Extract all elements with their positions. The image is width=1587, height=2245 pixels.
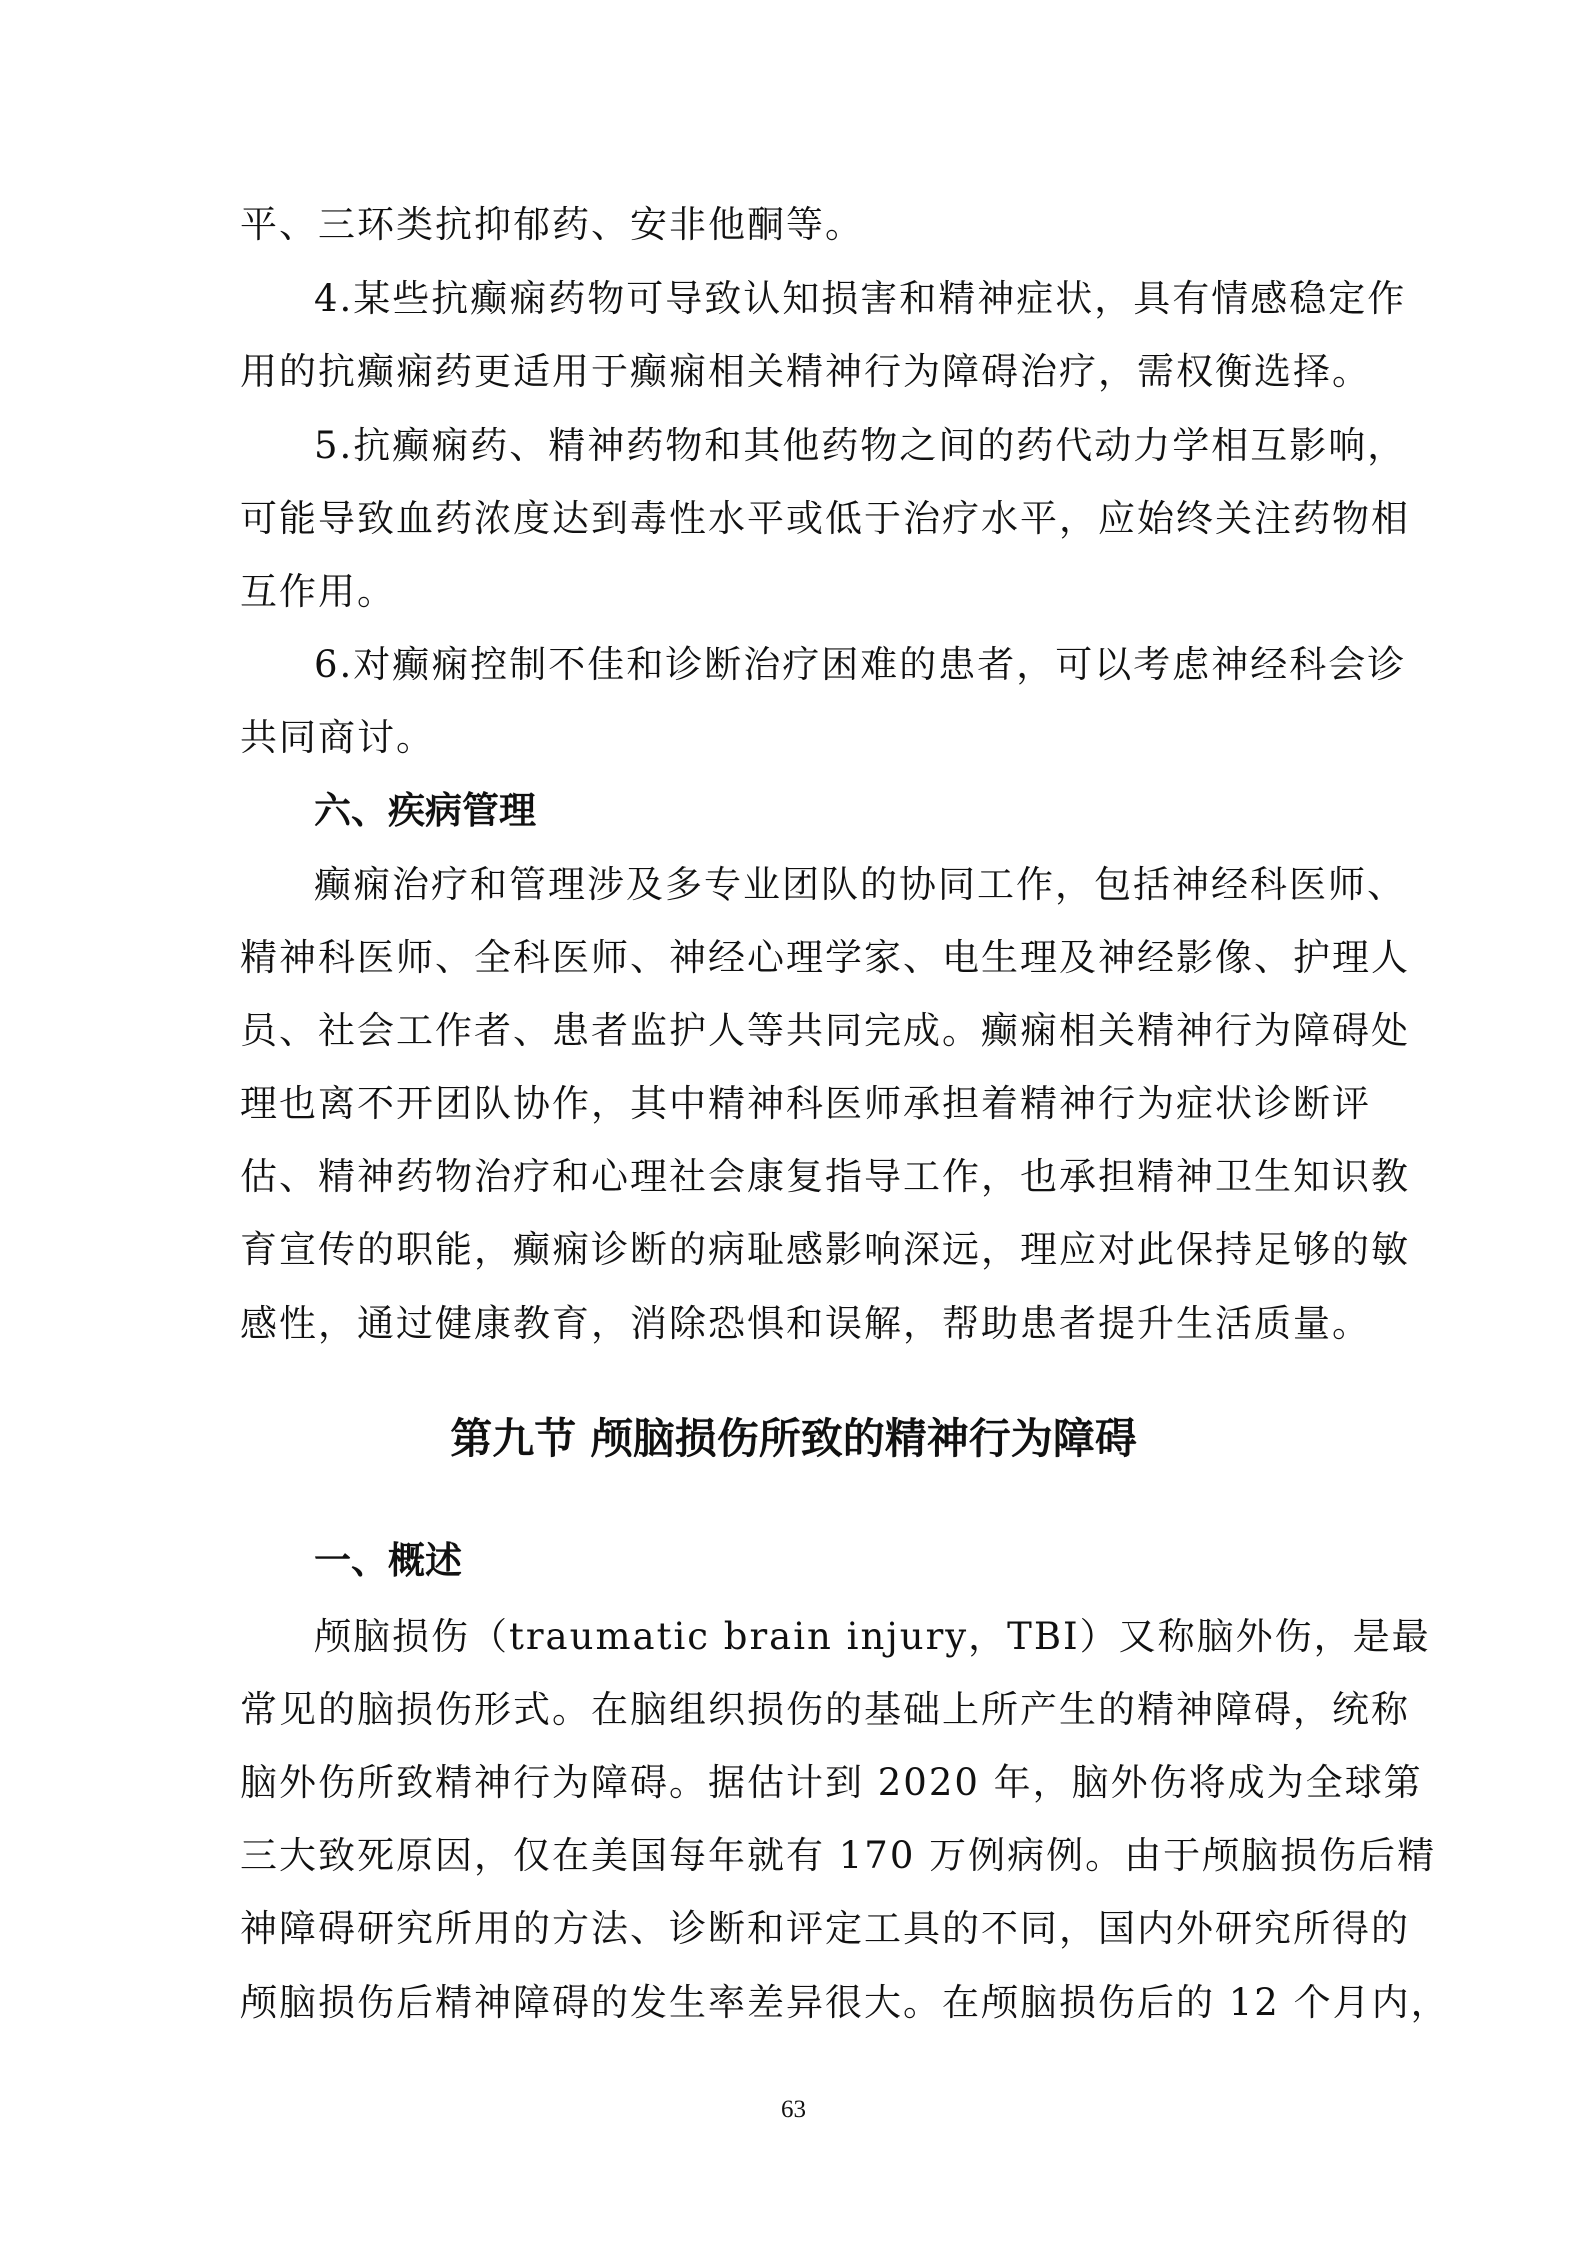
subheading-overview: 一、概述 [314, 1539, 462, 1582]
body-line: 6.对癫痫控制不佳和诊断治疗困难的患者，可以考虑神经科会诊 [314, 643, 1407, 686]
body-line: 育宣传的职能，癫痫诊断的病耻感影响深远，理应对此保持足够的敏 [240, 1228, 1410, 1271]
body-line: 用的抗癫痫药更适用于癫痫相关精神行为障碍治疗，需权衡选择。 [240, 350, 1371, 393]
body-line: 员、社会工作者、患者监护人等共同完成。癫痫相关精神行为障碍处 [240, 1009, 1410, 1052]
body-line: 可能导致血药浓度达到毒性水平或低于治疗水平，应始终关注药物相 [240, 497, 1410, 540]
body-line: 平、三环类抗抑郁药、安非他酮等。 [240, 203, 864, 246]
body-line: 神障碍研究所用的方法、诊断和评定工具的不同，国内外研究所得的 [240, 1907, 1410, 1950]
body-line: 理也离不开团队协作，其中精神科医师承担着精神行为症状诊断评 [240, 1082, 1371, 1125]
body-line: 颅脑损伤（traumatic brain injury，TBI）又称脑外伤，是最 [314, 1615, 1431, 1658]
body-line: 癫痫治疗和管理涉及多专业团队的协同工作，包括神经科医师、 [314, 863, 1406, 906]
body-line: 脑外伤所致精神行为障碍。据估计到 2020 年，脑外伤将成为全球第 [240, 1761, 1423, 1804]
body-line: 精神科医师、全科医师、神经心理学家、电生理及神经影像、护理人 [240, 936, 1410, 979]
body-line: 估、精神药物治疗和心理社会康复指导工作，也承担精神卫生知识教 [240, 1155, 1410, 1198]
body-line: 5.抗癫痫药、精神药物和其他药物之间的药代动力学相互影响， [314, 424, 1407, 467]
subheading-disease-management: 六、疾病管理 [314, 789, 536, 832]
section-title: 第九节 颅脑损伤所致的精神行为障碍 [450, 1414, 1137, 1463]
body-line: 4.某些抗癫痫药物可导致认知损害和精神症状，具有情感稳定作 [314, 277, 1407, 320]
body-line: 共同商讨。 [240, 716, 435, 759]
page-number: 63 [781, 2096, 806, 2123]
body-line: 互作用。 [240, 570, 396, 613]
body-line: 感性，通过健康教育，消除恐惧和误解，帮助患者提升生活质量。 [240, 1302, 1371, 1345]
body-line: 三大致死原因，仅在美国每年就有 170 万例病例。由于颅脑损伤后精 [240, 1834, 1437, 1877]
body-line: 常见的脑损伤形式。在脑组织损伤的基础上所产生的精神障碍，统称 [240, 1688, 1410, 1731]
body-line: 颅脑损伤后精神障碍的发生率差异很大。在颅脑损伤后的 12 个月内， [240, 1981, 1450, 2024]
